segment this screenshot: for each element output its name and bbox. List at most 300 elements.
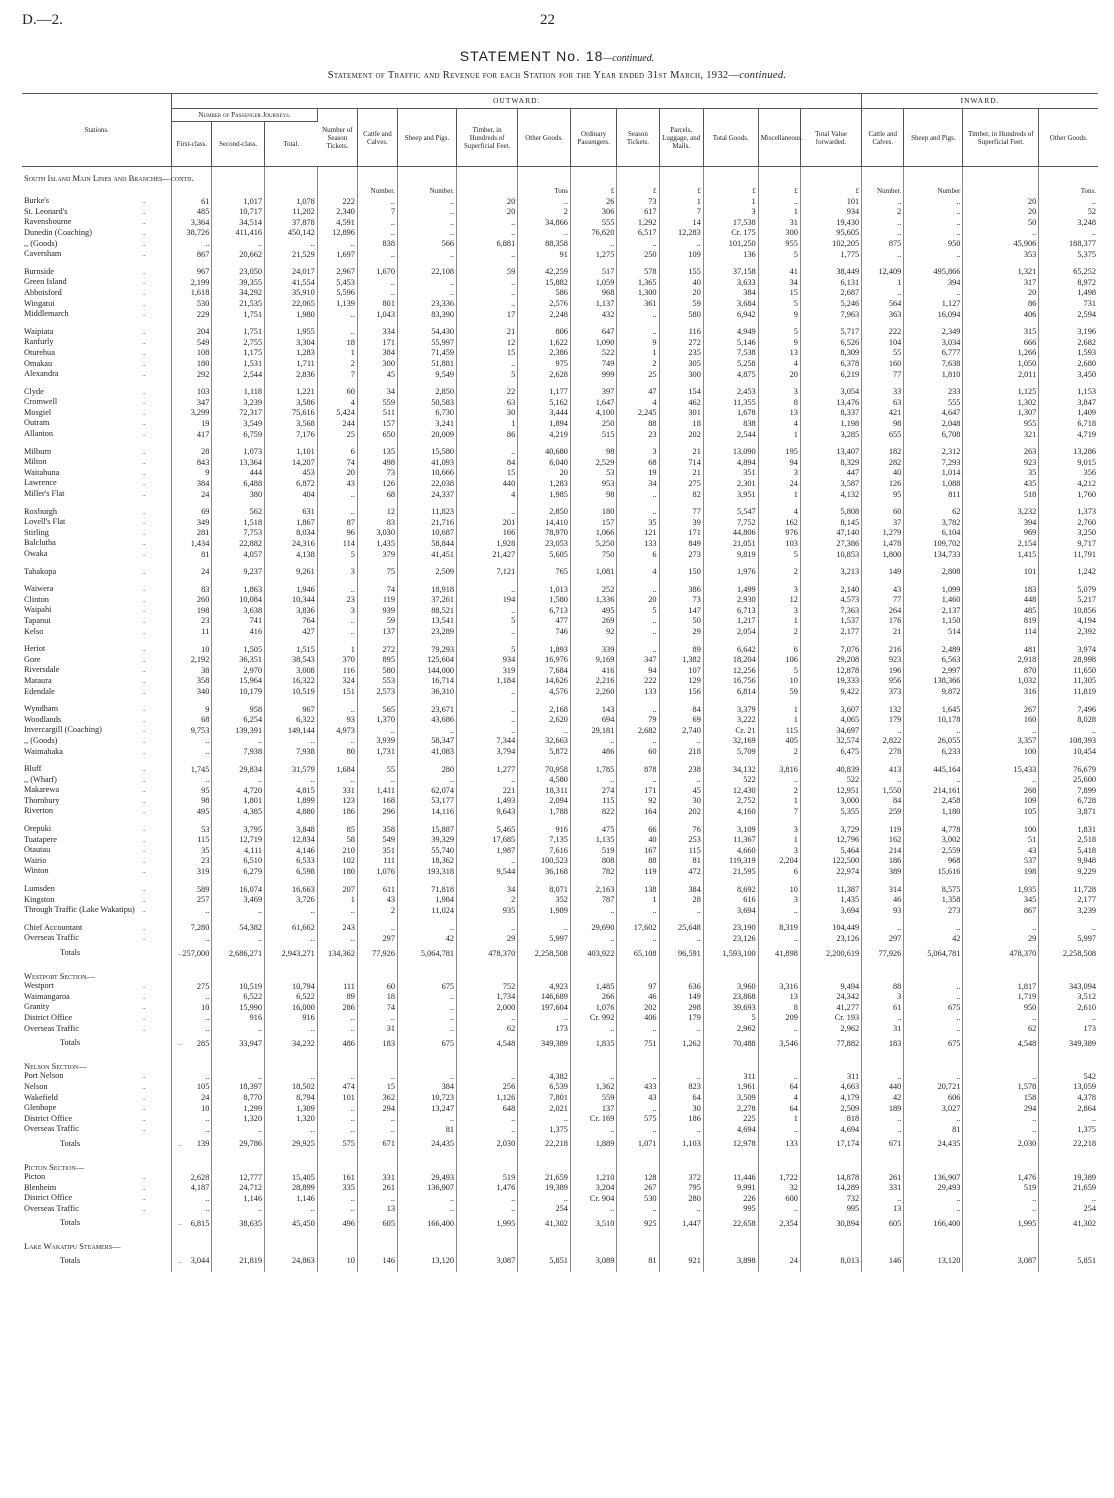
empty-cell — [397, 965, 456, 982]
value-cell: 9,549 — [397, 369, 456, 380]
empty-cell — [22, 817, 172, 824]
empty-cell — [703, 167, 758, 184]
value-cell: .. — [457, 1124, 518, 1135]
value-cell: 4,694 — [703, 1124, 758, 1135]
value-cell: 60 — [862, 507, 904, 518]
value-cell: 4,894 — [703, 457, 758, 468]
total-value: 17,174 — [800, 1135, 861, 1156]
empty-cell — [758, 440, 800, 447]
value-cell: 29,493 — [397, 1172, 456, 1183]
value-cell: 43 — [617, 1093, 659, 1104]
value-cell: 2,168 — [518, 704, 571, 715]
empty-cell — [617, 320, 659, 327]
empty-cell — [357, 380, 397, 387]
value-cell: 11,024 — [397, 905, 456, 916]
value-cell: 20 — [963, 196, 1039, 207]
value-cell: 339 — [570, 644, 616, 655]
value-cell: 102 — [317, 856, 357, 867]
value-cell: 261 — [862, 1172, 904, 1183]
station-cell — [22, 327, 172, 338]
total-value: 12,978 — [703, 1135, 758, 1156]
value-cell: 1,434 — [172, 538, 212, 549]
empty-cell — [862, 560, 904, 567]
value-cell: .. — [357, 775, 397, 786]
empty-cell — [963, 380, 1039, 387]
table-row — [22, 1124, 1098, 1135]
empty-cell — [904, 380, 963, 387]
value-cell: .. — [862, 1071, 904, 1082]
value-cell: 10,344 — [265, 595, 318, 606]
totals-label — [22, 944, 182, 965]
empty-cell — [659, 577, 703, 584]
empty-cell — [457, 757, 518, 764]
value-cell: 6,526 — [800, 337, 861, 348]
value-cell: 5 — [457, 369, 518, 380]
value-cell: .. — [963, 1114, 1039, 1125]
leader-dots: .. — [142, 278, 146, 287]
totals-label — [22, 1252, 182, 1273]
station-name: Balclutha — [24, 538, 56, 548]
empty-cell — [862, 697, 904, 704]
value-cell: 606 — [904, 1093, 963, 1104]
value-cell: 30 — [457, 408, 518, 419]
empty-cell — [800, 440, 861, 447]
station-name: Owaka — [24, 549, 48, 558]
value-cell: 580 — [357, 665, 397, 676]
leader-dots: .. — [142, 606, 146, 615]
station-cell — [22, 447, 172, 458]
value-cell: 13,476 — [800, 397, 861, 408]
value-cell: 811 — [904, 489, 963, 500]
value-cell: .. — [317, 1114, 357, 1125]
group-gap — [22, 817, 1098, 824]
empty-cell — [265, 1235, 318, 1252]
value-cell: 6,563 — [904, 655, 963, 666]
value-cell: 741 — [212, 616, 265, 627]
value-cell: 2,312 — [904, 447, 963, 458]
value-cell: 12,777 — [212, 1172, 265, 1183]
station-name: Miller's Flat — [24, 489, 65, 499]
value-cell: 76,620 — [570, 228, 616, 239]
station-cell — [22, 764, 172, 775]
station-cell — [22, 309, 172, 320]
value-cell: .. — [265, 239, 318, 250]
value-cell: .. — [1091, 725, 1096, 735]
value-cell: 69 — [659, 715, 703, 726]
total-value: 349,389 — [518, 1034, 571, 1055]
value-cell: 9,015 — [1077, 457, 1096, 467]
value-cell: 154 — [659, 387, 703, 398]
value-cell: 2,154 — [963, 538, 1039, 549]
empty-cell — [758, 577, 800, 584]
value-cell: 3,816 — [758, 764, 800, 775]
station-cell — [22, 747, 172, 758]
value-cell: .. — [457, 249, 518, 260]
empty-cell — [518, 1235, 571, 1252]
group-gap — [22, 916, 1098, 923]
value-cell: 331 — [357, 1172, 397, 1183]
value-cell: 20,662 — [212, 249, 265, 260]
value-cell: 1,751 — [212, 327, 265, 338]
value-cell: 55 — [357, 764, 397, 775]
value-cell: 8,071 — [518, 884, 571, 895]
value-cell: 1,899 — [265, 796, 318, 807]
value-cell: 21,051 — [703, 538, 758, 549]
value-cell: .. — [758, 1124, 800, 1135]
value-cell: 41 — [758, 267, 800, 278]
value-cell: 6,522 — [212, 992, 265, 1003]
value-cell: 183 — [963, 584, 1039, 595]
value-cell: .. — [357, 1124, 397, 1135]
total-value: 166,400 — [397, 1214, 456, 1235]
value-cell: 5 — [758, 549, 800, 560]
station-name: Tuatapere — [24, 834, 57, 844]
total-value: 29,786 — [212, 1135, 265, 1156]
value-cell: 1,785 — [570, 764, 616, 775]
value-cell: 10,856 — [1073, 605, 1096, 615]
station-name: Burke's — [24, 196, 50, 206]
station-cell — [22, 337, 172, 348]
value-cell: 3,848 — [265, 824, 318, 835]
value-cell: 1 — [703, 196, 758, 207]
value-cell: 221 — [457, 785, 518, 796]
empty-cell — [963, 577, 1039, 584]
value-cell: 1,309 — [265, 1103, 318, 1114]
value-cell: 675 — [904, 1002, 963, 1013]
value-cell: 64 — [659, 1093, 703, 1104]
value-cell: 86 — [963, 299, 1039, 310]
units-row — [22, 184, 1098, 197]
value-cell: 1,320 — [212, 1114, 265, 1125]
value-cell: 7,801 — [518, 1093, 571, 1104]
value-cell: 60 — [317, 387, 357, 398]
station-cell — [22, 517, 172, 528]
value-cell: 39 — [659, 517, 703, 528]
value-cell: 24,316 — [265, 538, 318, 549]
leader-dots: .. — [142, 338, 146, 347]
value-cell: 16,322 — [265, 676, 318, 687]
leader-dots: .. — [142, 982, 146, 991]
value-cell: .. — [357, 1193, 397, 1204]
unit-label: £ — [800, 184, 861, 197]
value-cell: 24,712 — [212, 1183, 265, 1194]
value-cell: 317 — [963, 277, 1039, 288]
value-cell: .. — [317, 507, 357, 518]
totals-row — [22, 1252, 1098, 1273]
leader-dots: .. — [142, 895, 146, 904]
value-cell: 3,196 — [1077, 327, 1096, 337]
value-cell: 4 — [758, 1093, 800, 1104]
value-cell: 2,177 — [1077, 895, 1096, 905]
value-cell: 114 — [317, 538, 357, 549]
station-name: Totals — [60, 1038, 81, 1048]
empty-cell — [800, 1235, 861, 1252]
value-cell: 1,014 — [904, 468, 963, 479]
value-cell: 55,997 — [397, 337, 456, 348]
value-cell: 266 — [570, 992, 616, 1003]
value-cell: 331 — [862, 1183, 904, 1194]
value-cell: 1,984 — [397, 895, 456, 906]
value-cell: 1,375 — [518, 1124, 571, 1135]
value-cell: 13,059 — [1073, 1082, 1096, 1092]
value-cell: 12 — [758, 595, 800, 606]
value-cell: 15 — [457, 468, 518, 479]
value-cell: 11,791 — [1073, 549, 1096, 559]
value-cell: 5,605 — [518, 549, 571, 560]
value-cell: 517 — [570, 267, 616, 278]
value-cell: 9 — [758, 337, 800, 348]
value-cell: 77 — [862, 595, 904, 606]
empty-cell — [904, 877, 963, 884]
value-cell: 280 — [397, 764, 456, 775]
empty-cell — [22, 757, 172, 764]
value-cell: 7,684 — [518, 665, 571, 676]
value-cell: 275 — [659, 478, 703, 489]
value-cell: 197,604 — [518, 1002, 571, 1013]
empty-cell — [22, 380, 172, 387]
total-value: 77,882 — [800, 1034, 861, 1055]
value-cell: .. — [518, 228, 571, 239]
value-cell: 495 — [172, 806, 212, 817]
statement-subtitle-cont: continued. — [739, 70, 787, 81]
value-cell: 88 — [617, 856, 659, 867]
value-cell: 1,321 — [963, 267, 1039, 278]
empty-cell — [317, 965, 357, 982]
total-value: 24 — [758, 1252, 800, 1273]
table-row — [22, 595, 1098, 606]
value-cell: 34,292 — [212, 288, 265, 299]
value-cell: 2,278 — [703, 1103, 758, 1114]
empty-cell — [862, 1156, 904, 1173]
value-cell: 9 — [758, 309, 800, 320]
empty-cell — [22, 320, 172, 327]
value-cell: 108,393 — [1069, 736, 1096, 746]
header-total-value: Total Value forwarded. — [800, 109, 861, 167]
station-name: Riversdale — [24, 665, 60, 675]
empty-cell — [800, 965, 861, 982]
value-cell: 238 — [659, 764, 703, 775]
value-cell: 62 — [904, 507, 963, 518]
value-cell: 2,340 — [317, 207, 357, 218]
value-cell: 259 — [862, 806, 904, 817]
value-cell: 2,628 — [172, 1172, 212, 1183]
value-cell: 109,702 — [904, 538, 963, 549]
value-cell: .. — [457, 856, 518, 867]
value-cell: 3,239 — [212, 397, 265, 408]
value-cell: 1,622 — [518, 337, 571, 348]
value-cell: 9 — [172, 704, 212, 715]
value-cell: 2,163 — [570, 884, 616, 895]
empty-cell — [570, 637, 616, 644]
station-name: Tapanui — [24, 615, 51, 625]
value-cell: 4,138 — [265, 549, 318, 560]
value-cell: 61,662 — [265, 923, 318, 934]
empty-cell — [22, 637, 172, 644]
value-cell: 2,509 — [397, 567, 456, 578]
value-cell: 7,616 — [518, 845, 571, 856]
leader-dots: .. — [142, 348, 146, 357]
empty-cell — [800, 500, 861, 507]
empty-cell — [862, 637, 904, 644]
empty-cell — [212, 817, 265, 824]
value-cell: 82 — [659, 489, 703, 500]
empty-cell — [570, 320, 616, 327]
station-cell — [22, 299, 172, 310]
value-cell: 6,713 — [703, 605, 758, 616]
empty-cell — [617, 500, 659, 507]
value-cell: 171 — [357, 337, 397, 348]
table-row — [22, 627, 1098, 638]
value-cell: 6,219 — [800, 369, 861, 380]
value-cell: 386 — [659, 584, 703, 595]
empty-cell — [457, 916, 518, 923]
value-cell: 5 — [703, 1013, 758, 1024]
value-cell: 1 — [617, 348, 659, 359]
empty-cell — [172, 380, 212, 387]
empty-cell — [265, 577, 318, 584]
value-cell: 384 — [357, 348, 397, 359]
value-cell: 2 — [357, 905, 397, 916]
empty-cell — [397, 560, 456, 567]
value-cell: 732 — [800, 1193, 861, 1204]
value-cell: 6,713 — [518, 605, 571, 616]
empty-cell — [518, 757, 571, 764]
value-cell: 3,633 — [703, 277, 758, 288]
value-cell: 23 — [317, 595, 357, 606]
value-cell: 50,583 — [397, 397, 456, 408]
empty-cell — [212, 560, 265, 567]
leader-dots: .. — [142, 1013, 146, 1022]
value-cell: 2,962 — [703, 1024, 758, 1035]
station-cell — [22, 1002, 172, 1013]
value-cell: .. — [172, 1124, 212, 1135]
empty-cell — [397, 697, 456, 704]
station-name: Overseas Traffic — [24, 1023, 79, 1033]
value-cell: 3,568 — [265, 418, 318, 429]
value-cell: 20 — [963, 207, 1039, 218]
value-cell: 9,422 — [800, 687, 861, 698]
value-cell: .. — [457, 359, 518, 370]
value-cell: 3,002 — [904, 835, 963, 846]
value-cell: 4,382 — [518, 1071, 571, 1082]
value-cell: 10,666 — [397, 468, 456, 479]
total-value: 22,218 — [518, 1135, 571, 1156]
station-cell — [22, 369, 172, 380]
value-cell: 222 — [317, 196, 357, 207]
value-cell: .. — [397, 725, 456, 736]
value-cell: 1,137 — [570, 299, 616, 310]
station-cell — [22, 704, 172, 715]
header-first-class: First-class. — [172, 122, 212, 167]
total-value: 13,120 — [397, 1252, 456, 1273]
value-cell: 843 — [172, 457, 212, 468]
value-cell: 119 — [862, 824, 904, 835]
value-cell: 44,806 — [703, 528, 758, 539]
empty-cell — [963, 1235, 1039, 1252]
total-value: 1,103 — [659, 1135, 703, 1156]
value-cell: 18,362 — [397, 856, 456, 867]
value-cell: 31 — [862, 1024, 904, 1035]
empty-cell — [800, 757, 861, 764]
table-row — [22, 704, 1098, 715]
value-cell: 186 — [862, 856, 904, 867]
value-cell: 1,081 — [570, 567, 616, 578]
value-cell: .. — [617, 584, 659, 595]
empty-cell — [457, 380, 518, 387]
empty-cell — [963, 637, 1039, 644]
value-cell: Cr. 992 — [570, 1013, 616, 1024]
value-cell: 47,140 — [800, 528, 861, 539]
value-cell: 202 — [659, 429, 703, 440]
station-cell — [22, 923, 172, 934]
value-cell: 1,980 — [265, 309, 318, 320]
empty-cell — [397, 1055, 456, 1072]
value-cell: 116 — [317, 665, 357, 676]
table-row — [22, 249, 1098, 260]
total-value: 65,108 — [617, 944, 659, 965]
value-cell: 137 — [570, 1103, 616, 1114]
value-cell: 8,034 — [265, 528, 318, 539]
empty-cell — [703, 260, 758, 267]
value-cell: .. — [397, 1002, 456, 1013]
value-cell: 250 — [617, 249, 659, 260]
value-cell: 331 — [317, 785, 357, 796]
station-name: Riverton — [24, 806, 54, 816]
value-cell: 356 — [1083, 468, 1096, 478]
value-cell: 7,538 — [703, 348, 758, 359]
empty-cell — [703, 380, 758, 387]
value-cell: 440 — [862, 1082, 904, 1093]
empty-cell — [800, 817, 861, 824]
station-name: Cromwell — [24, 397, 58, 407]
value-cell: 6 — [617, 549, 659, 560]
value-cell: 13 — [758, 408, 800, 419]
empty-cell — [212, 380, 265, 387]
table-row — [22, 616, 1098, 627]
empty-cell — [570, 916, 616, 923]
empty-cell — [1039, 500, 1098, 507]
station-name: Chief Accountant — [24, 922, 83, 932]
station-name: ,, (Wharf) — [24, 774, 57, 784]
value-cell: 3,008 — [265, 665, 318, 676]
value-cell: 648 — [457, 1103, 518, 1114]
station-name: Mataura — [24, 675, 52, 685]
leader-dots: .. — [142, 736, 146, 745]
station-name: Kingston — [24, 894, 55, 904]
value-cell: 214 — [862, 845, 904, 856]
value-cell: 2,752 — [703, 796, 758, 807]
value-cell: 1,760 — [1077, 489, 1096, 499]
total-value: 22,218 — [1073, 1139, 1096, 1149]
value-cell: 335 — [317, 1183, 357, 1194]
value-cell: .. — [862, 1193, 904, 1204]
value-cell: .. — [617, 644, 659, 655]
empty-cell — [518, 637, 571, 644]
value-cell: 11,446 — [703, 1172, 758, 1183]
value-cell: 63 — [457, 397, 518, 408]
empty-cell — [963, 877, 1039, 884]
empty-cell — [617, 1235, 659, 1252]
value-cell: 867 — [172, 249, 212, 260]
table-row — [22, 1082, 1098, 1093]
total-value: 478,370 — [457, 944, 518, 965]
header-season-tickets: Season Tickets. — [617, 109, 659, 167]
value-cell: 12,719 — [212, 835, 265, 846]
empty-cell — [904, 697, 963, 704]
value-cell: 18,397 — [212, 1082, 265, 1093]
value-cell: 1,221 — [265, 387, 318, 398]
value-cell: .. — [758, 1071, 800, 1082]
